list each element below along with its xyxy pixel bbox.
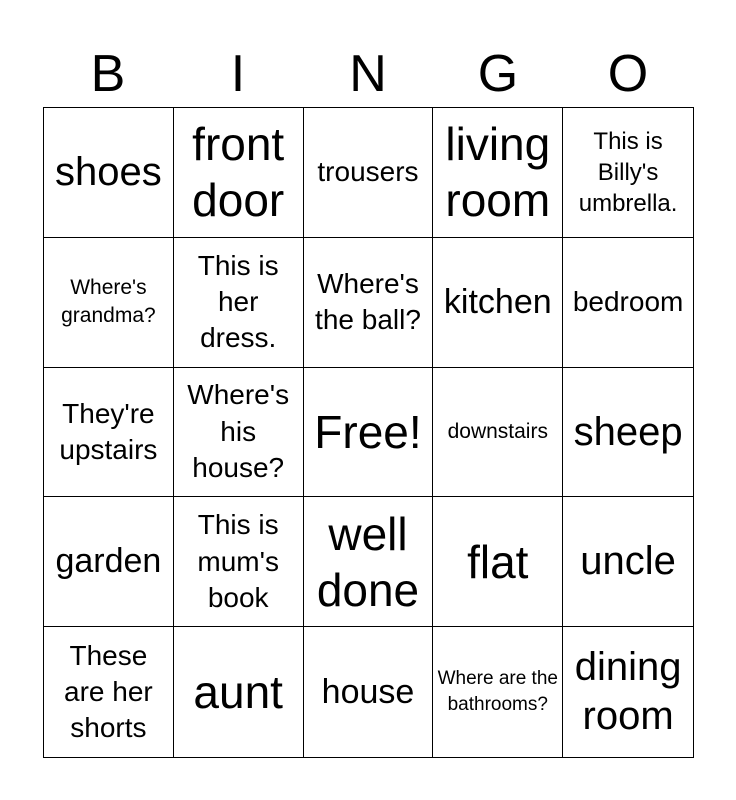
cell-text: aunt <box>193 666 283 719</box>
bingo-cell[interactable] <box>433 627 563 757</box>
bingo-cell[interactable] <box>563 497 693 627</box>
cell-text: garden <box>55 542 162 581</box>
bingo-cell[interactable] <box>433 238 563 368</box>
bingo-cell[interactable] <box>433 108 563 238</box>
bingo-cell[interactable] <box>174 108 304 238</box>
bingo-cell[interactable] <box>563 627 693 757</box>
cell-text: shoes <box>55 150 162 194</box>
bingo-cell[interactable] <box>563 368 693 498</box>
bingo-cell[interactable] <box>304 108 434 238</box>
bingo-cell[interactable] <box>174 238 304 368</box>
bingo-cell[interactable] <box>304 497 434 627</box>
bingo-cell[interactable] <box>304 238 434 368</box>
header-letter-b: B <box>90 45 126 103</box>
free-cell[interactable] <box>304 368 434 498</box>
cell-text: Where's grandma? <box>61 275 156 328</box>
cell-text: flat <box>467 535 529 588</box>
bingo-board <box>43 107 694 758</box>
bingo-cell[interactable] <box>44 497 174 627</box>
bingo-cell[interactable] <box>44 627 174 757</box>
bingo-header <box>43 40 693 108</box>
cell-text: This is Billy's umbrella. <box>578 127 678 217</box>
header-letter-g: G <box>477 45 519 103</box>
cell-text: Where's his house? <box>187 379 290 484</box>
bingo-cell[interactable] <box>174 368 304 498</box>
cell-text: They're upstairs <box>59 397 158 465</box>
header-letter-n: N <box>349 45 387 103</box>
cell-text: Where are the bathrooms? <box>437 668 558 716</box>
cell-text: Where's the ball? <box>315 267 421 336</box>
cell-text: uncle <box>580 539 676 584</box>
cell-text: trousers <box>317 156 419 188</box>
bingo-cell[interactable] <box>433 497 563 627</box>
cell-text: This is her dress. <box>197 249 279 354</box>
header-letter-i: I <box>230 45 246 103</box>
cell-text: These are her shorts <box>64 639 153 744</box>
free-text: Free! <box>314 405 422 458</box>
bingo-cell[interactable] <box>44 108 174 238</box>
bingo-cell[interactable] <box>433 368 563 498</box>
cell-text: front door <box>192 118 285 227</box>
bingo-cell[interactable] <box>563 238 693 368</box>
cell-text: bedroom <box>572 286 684 317</box>
cell-text: downstairs <box>447 419 548 443</box>
bingo-cell[interactable] <box>44 238 174 368</box>
cell-text: kitchen <box>443 282 552 321</box>
cell-text: house <box>321 672 415 711</box>
cell-text: living room <box>445 118 551 227</box>
bingo-cell[interactable] <box>174 627 304 757</box>
cell-text: This is mum's book <box>197 509 279 613</box>
cell-text: sheep <box>573 409 683 454</box>
bingo-cell[interactable] <box>563 108 693 238</box>
bingo-cell[interactable] <box>44 368 174 498</box>
bingo-cell[interactable] <box>304 627 434 757</box>
bingo-cell[interactable] <box>174 497 304 627</box>
cell-text: well done <box>316 507 420 616</box>
cell-text: dining room <box>574 645 682 739</box>
header-letter-o: O <box>607 45 649 103</box>
